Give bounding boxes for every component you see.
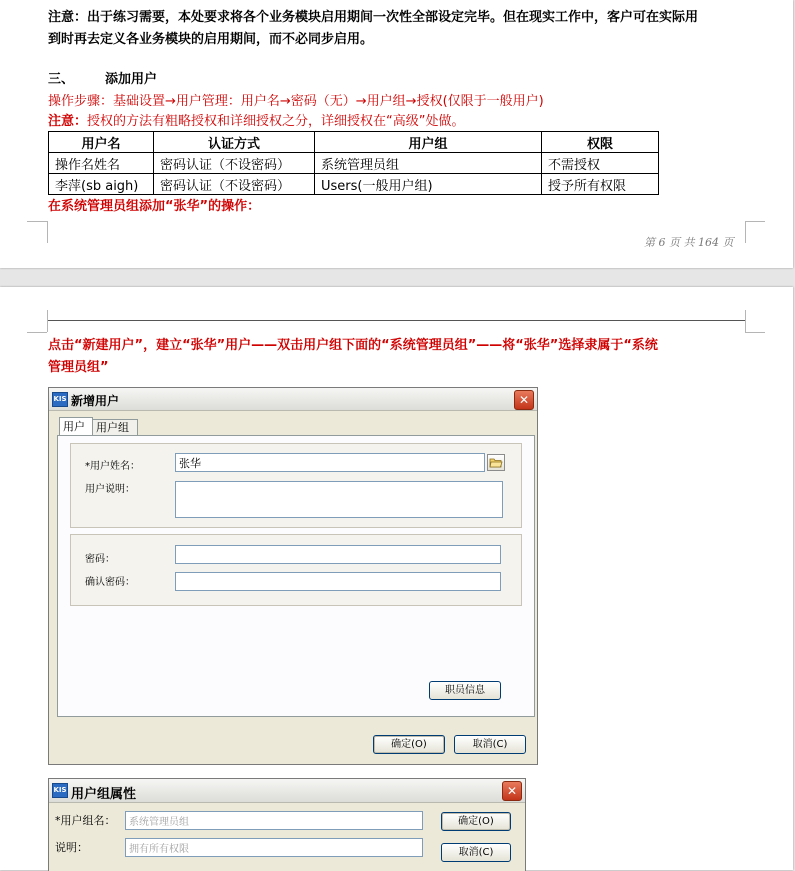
new-user-dialog-titlebar[interactable]	[49, 388, 537, 411]
user-info-group	[70, 443, 522, 528]
crop-mark	[27, 221, 47, 222]
group-description-label: 说明：	[55, 841, 88, 854]
table-row	[49, 153, 659, 174]
close-icon[interactable]: ✕	[514, 390, 534, 410]
crop-mark	[47, 310, 48, 332]
operation-steps: 操作步骤：基础设置→用户管理：用户名→密码（无）→用户组→授权(仅限于一般用户)	[48, 94, 544, 109]
ok-button[interactable]: 确定(O)	[373, 735, 445, 754]
note-prefix: 注意：	[48, 114, 88, 129]
kis-app-icon: KIS	[52, 783, 68, 798]
group-ok-button[interactable]: 确定(O)	[441, 812, 511, 831]
authorization-note	[48, 113, 465, 130]
password-label: 密码：	[85, 554, 115, 565]
col-header-group: 用户组	[315, 132, 542, 153]
group-dialog-titlebar[interactable]	[49, 779, 525, 803]
red-heading: 在系统管理员组添加“张华”的操作：	[48, 199, 261, 214]
group-properties-dialog	[48, 778, 526, 871]
section-title: 添加用户	[105, 72, 158, 87]
kis-app-icon: KIS	[52, 392, 68, 407]
section-number: 三、	[48, 72, 75, 87]
cancel-button[interactable]: 取消(C)	[454, 735, 526, 754]
confirm-password-label: 确认密码：	[85, 577, 135, 588]
group-description-input[interactable]: 拥有所有权限	[125, 838, 423, 857]
crop-mark	[27, 332, 47, 333]
table-cell: 不需授权	[542, 153, 659, 174]
username-input[interactable]: 张华	[175, 453, 485, 472]
new-user-dialog	[48, 387, 538, 765]
note-line-2: 到时再去定义各业务模块的启用期间，而不必同步启用。	[48, 32, 374, 47]
tab-content-panel	[57, 435, 535, 717]
header-rule	[48, 320, 745, 321]
user-table	[48, 131, 659, 195]
col-header-username: 用户名	[49, 132, 154, 153]
dialog-title: 新增用户	[71, 394, 120, 408]
document-page-6	[0, 0, 793, 268]
document-page-7	[0, 287, 793, 870]
tab-user[interactable]: 用户	[59, 417, 93, 436]
table-cell: 操作名姓名	[49, 153, 154, 174]
close-icon[interactable]: ✕	[502, 781, 522, 801]
instruction-line-2: 管理员组”	[48, 360, 109, 375]
crop-mark	[745, 310, 746, 332]
group-name-input[interactable]: 系统管理员组	[125, 811, 423, 830]
table-cell: Users(一般用户组)	[315, 174, 542, 195]
crop-mark	[47, 221, 48, 243]
page-number: 第 6 页 共 164 页	[644, 236, 734, 249]
table-cell: 密码认证（不设密码）	[154, 174, 315, 195]
table-header-row	[49, 132, 659, 153]
description-label: 用户说明：	[85, 484, 135, 495]
crop-mark	[745, 221, 765, 222]
tab-user-group[interactable]: 用户组	[92, 419, 138, 435]
instruction-line-1: 点击“新建用户”，建立“张华”用户——双击用户组下面的“系统管理员组”——将“张华”选择隶属于“系统	[48, 338, 658, 353]
password-group	[70, 534, 522, 606]
table-cell: 系统管理员组	[315, 153, 542, 174]
table-row	[49, 174, 659, 195]
col-header-auth: 认证方式	[154, 132, 315, 153]
table-cell: 李萍(sb aigh)	[49, 174, 154, 195]
col-header-permission: 权限	[542, 132, 659, 153]
description-textarea[interactable]	[175, 481, 503, 518]
table-cell: 密码认证（不设密码）	[154, 153, 315, 174]
staff-info-button[interactable]: 职员信息	[429, 681, 501, 700]
password-input[interactable]	[175, 545, 501, 564]
crop-mark	[745, 332, 765, 333]
group-name-label: *用户组名：	[55, 814, 116, 827]
crop-mark	[745, 221, 746, 243]
group-cancel-button[interactable]: 取消(C)	[441, 843, 511, 862]
username-label: *用户姓名：	[85, 461, 140, 472]
note-body: 授权的方法有粗略授权和详细授权之分，详细授权在“高级”处做。	[87, 114, 465, 129]
note-line-1: 注意：出于练习需要，本处要求将各个业务模块启用期间一次性全部设定完毕。但在现实工作中，客户可在实际用	[48, 10, 699, 25]
browse-folder-icon[interactable]	[487, 454, 505, 471]
dialog-title: 用户组属性	[71, 787, 137, 802]
confirm-password-input[interactable]	[175, 572, 501, 591]
table-cell: 授予所有权限	[542, 174, 659, 195]
